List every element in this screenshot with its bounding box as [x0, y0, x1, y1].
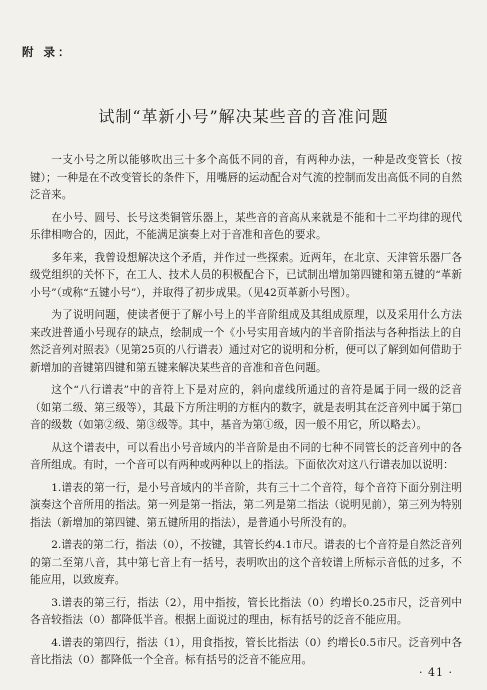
paragraph: 为了说明问题，使读者便于了解小号上的半音阶组成及其组成原理，以及采用什么方法来改进普通小号现存的缺点，绘制成一个《小号实用音域内的半音阶指法与各种指法上的自然泛音列对照表》（见第25页的八行谱表）通过对它的说明和分析，便可以了解到如何借助于新增加的音键第四键和第五键来解决某些音的音准和音色问题。 [30, 309, 462, 374]
paragraph: 这个“八行谱表”中的音符上下是对应的，斜向虚线所通过的音符是属于同一级的泛音（如第二级、第三级等），其最下方所注明的方框内的数字，就是表明其在泛音列中属于第□音的级数（如第②级、第③级等。其中，基音为第①级，因一般不用它，所以略去）。 [30, 384, 462, 431]
paragraph: 4.谱表的第四行，指法（1），用食指按，管长比指法（0）约增长0.5市尺。泛音列中各音比指法（0）都降低一个全音。标有括号的泛音不能应用。 [30, 636, 462, 666]
paragraph: 3.谱表的第三行，指法（2），用中指按，管长比指法（0）约增长0.25市尺，泛音列中各音较指法（0）都降低半音。根据上面说过的理由，标有括号的泛音不能应用。 [30, 596, 462, 626]
paragraph: 从这个谱表中，可以看出小号音域内的半音阶是由不同的七种不同管长的泛音列中的各音所组成。有时，一个音可以有两种或两种以上的指法。下面依次对这八行谱表加以说明： [30, 441, 462, 471]
article-body [30, 152, 462, 675]
paragraph: 一支小号之所以能够吹出三十多个高低不同的音，有两种办法，一种是改变管长（按键）；一种是在不改变管长的条件下，用嘴唇的运动配合对气流的控制而发出高低不同的自然泛音来。 [30, 154, 462, 201]
paragraph: 在小号、圆号、长号这类铜管乐器上，某些音的音高从来就是不能和十二平均律的现代乐律相吻合的，因此，不能满足演奏上对于音准和音色的要求。 [30, 211, 462, 241]
appendix-label: 附 录： [22, 45, 73, 59]
paragraph: 2.谱表的第二行，指法（0），不按键，其管长约4.1市尺。谱表的七个音符是自然泛音列的第二至第八音，其中第七音上有一括号，表明吹出的这个音较谱上所标示音低的过多，不能应用，以致废弃。 [30, 539, 462, 586]
article-title: 试制“革新小号”解决某些音的音准问题 [98, 107, 389, 126]
page-number: · 41 · [419, 666, 453, 679]
paragraph: 1.谱表的第一行，是小号音域内的半音阶，共有三十二个音符，每个音符下面分别注明演奏这个音所用的指法。第一列是第一指法，第二列是第二指法（说明见前），第三列为特别指法（新增加的第四键、第五键所用的指法），是普通小号所没有的。 [30, 481, 462, 529]
paragraph: 多年来，我曾设想解决这个矛盾，并作过一些探索。近两年，在北京、天津管乐器厂各级党组织的关怀下，在工人、技术人员的积极配合下，已试制出增加第四键和第五键的“革新小号”（或称“五键小号”），并取得了初步成果。（见42页革新小号图）。 [30, 251, 462, 299]
